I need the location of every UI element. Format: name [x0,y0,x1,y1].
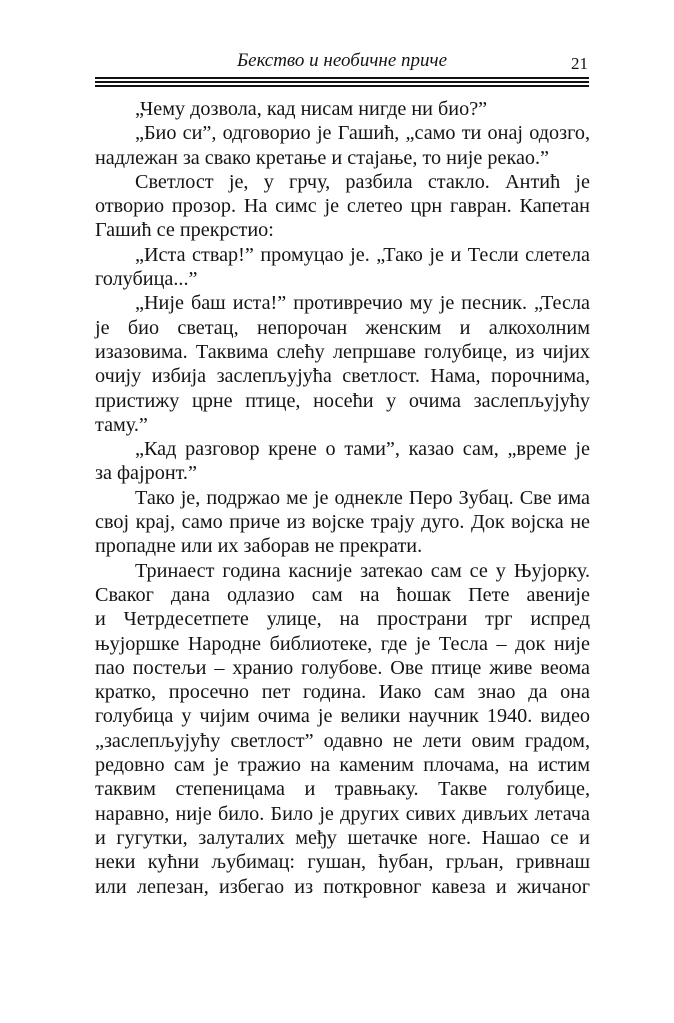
text-line: „Иста ствар!” промуцао је. „Тако је и Тесли слетела [135,243,590,266]
text-line: голубица у чијим очима је велики научник 1940. видео [95,705,590,728]
text-line: Тринаест година касније затекао сам се у Њујорку. [135,559,590,582]
text-line: „Био си”, одговорио је Гашић, „само ти онај одозго, [135,122,590,145]
running-title: Бекство и необичне приче [236,50,448,71]
text-line: Светлост је, у грчу, разбила стакло. Антић је [135,170,590,193]
text-line: или лепезан, избегао из поткровног кавеза и жичаног [95,875,590,898]
text-line: за фајронт.” [95,462,197,485]
text-line: пропадне или их заборав не прекрати. [95,535,423,558]
text-line: редовно сам је тражио на каменим плочама, на истим [95,754,590,777]
text-line: таквим степеницама и травњаку. Такве голубице, [95,778,590,801]
text-line: и гугутки, залуталих међу шетачке ноге. Нашао се и [95,826,590,849]
text-line: Тако је, подржао ме је однекле Перо Зубац. Све има [135,486,590,509]
text-line: свој крај, само приче из војске трају дуго. Док војска не [95,511,590,534]
text-line: пристижу црне птице, носећи у очима заслепљујућу [95,389,590,412]
text-line: Сваког дана одлазио сам на ћошак Пете авеније [95,583,590,606]
text-line: голубица...” [95,268,198,291]
header-rule [95,81,589,83]
text-line: и Четрдесетпете улице, на пространи трг испред [95,608,590,631]
text-line: изазовима. Таквима слећу лепршаве голубице, из чијих [95,340,590,363]
text-line: Гашић се прекрстио: [95,219,274,242]
page-number: 21 [571,54,588,73]
text-line: наравно, није било. Било је других сивих дивљих летача [95,802,590,825]
text-line: је био светац, непорочан женским и алкохолним [95,316,590,339]
text-line: надлежан за свако кретање и стајање, то није рекао.” [95,146,550,169]
text-line: „Није баш иста!” противречио му је песник. „Тесла [135,292,590,315]
text-line: њујоршке Народне библиотеке, где је Тесла – док није [95,632,590,655]
text-line: кратко, просечно пет година. Иако сам знао да она [95,681,590,704]
text-line: „Кад разговор крене о тами”, казао сам, „време је [135,438,590,461]
header-rule [95,85,589,87]
text-line: „заслепљујућу светлост” одавно не лети овим градом, [95,729,590,752]
page-header [95,50,589,86]
text-line: „Чему дозвола, кад нисам нигде ни био?” [135,98,488,120]
header-rule [95,77,589,79]
text-line: неки кућни љубимац: гушан, ћубан, грљан, гривнаш [95,851,590,874]
text-line: очију избија заслепљујућа светлост. Нама, порочнима, [95,365,590,388]
text-line: пао постељи – хранио голубове. Ове птице живе веома [95,656,590,679]
body-text [95,97,590,899]
text-line: таму.” [95,413,148,436]
text-line: отворио прозор. На симс је слетео црн гавран. Капетан [95,195,590,218]
